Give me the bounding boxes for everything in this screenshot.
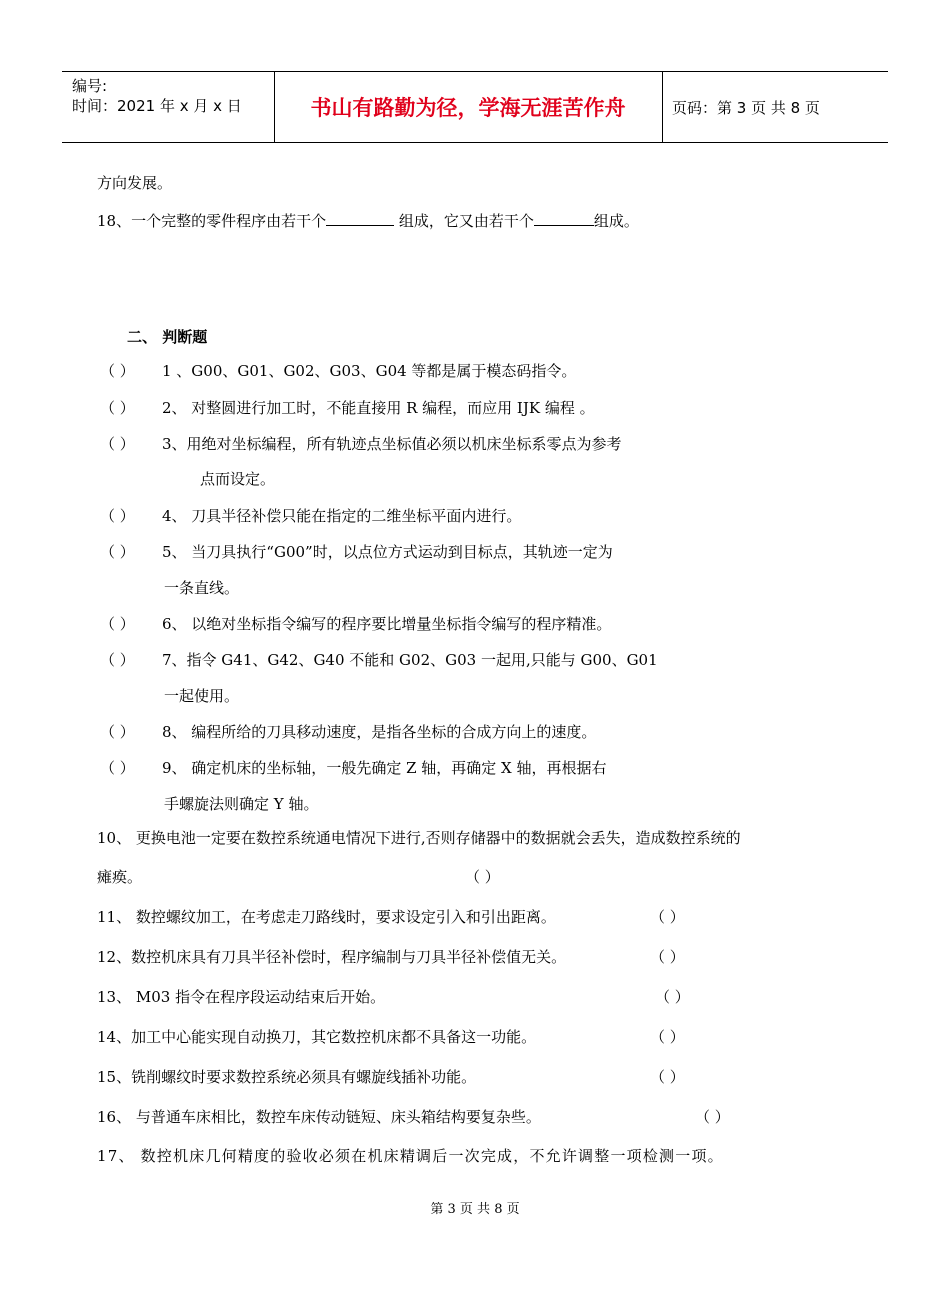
- judge-item: [200, 468, 275, 489]
- header-divider: [662, 72, 663, 142]
- judge-text: 8、 编程所给的刀具移动速度，是指各坐标的合成方向上的速度。: [162, 723, 597, 741]
- page-footer: 第 3 页 共 8 页: [430, 1202, 520, 1217]
- judge-text: 5、 当刀具执行“G00”时，以点位方式运动到目标点，其轨迹一定为: [162, 543, 613, 561]
- q18-part-b: 组成，它又由若干个: [394, 212, 534, 230]
- judge-item: [100, 757, 607, 778]
- number-label: 编号:: [72, 77, 108, 95]
- judge-text: 9、 确定机床的坐标轴，一般先确定 Z 轴，再确定 X 轴，再根据右: [162, 759, 607, 777]
- time-label: 时间：2021 年 x 月 x 日: [72, 97, 242, 115]
- answer-bracket[interactable]: （ ）: [650, 908, 685, 926]
- answer-bracket[interactable]: （ ）: [100, 615, 135, 633]
- judge-item: [97, 1106, 541, 1127]
- judge-text: 4、 刀具半径补偿只能在指定的二维坐标平面内进行。: [162, 507, 522, 525]
- answer-bracket[interactable]: （ ）: [100, 651, 135, 669]
- judge-text: 1 、G00、G01、G02、G03、G04 等都是属于模态码指令。: [162, 362, 577, 380]
- judge-text: 13、 M03 指令在程序段运动结束后开始。: [97, 988, 386, 1006]
- judge-item: [100, 649, 658, 670]
- judge-item: [164, 685, 239, 706]
- judge-item: [100, 397, 595, 418]
- answer-blank: [326, 211, 394, 226]
- answer-bracket[interactable]: （ ）: [100, 723, 135, 741]
- header-page-label: 页码：第 3 页 共 8 页: [672, 98, 820, 117]
- judge-text: 10、 更换电池一定要在数控系统通电情况下进行,否则存储器中的数据就会丢失，造成数控系统的: [97, 829, 741, 847]
- q18-part-a: 18、一个完整的零件程序由若干个: [97, 212, 327, 230]
- judge-text: 手螺旋法则确定 Y 轴。: [164, 795, 319, 813]
- answer-bracket[interactable]: （ ）: [650, 948, 685, 966]
- judge-text: 2、 对整圆进行加工时，不能直接用 R 编程，而应用 IJK 编程 。: [162, 399, 595, 417]
- judge-text: 15、铣削螺纹时要求数控系统必须具有螺旋线插补功能。: [97, 1068, 477, 1086]
- judge-text: 17、 数控机床几何精度的验收必须在机床精调后一次完成，不允许调整一项检测一项。: [97, 1147, 724, 1165]
- judge-text: 11、 数控螺纹加工，在考虑走刀路线时，要求设定引入和引出距离。: [97, 908, 556, 926]
- answer-bracket[interactable]: （ ）: [465, 868, 500, 886]
- judge-item: [164, 577, 239, 598]
- section-title: 二、 判断题: [127, 328, 208, 346]
- judge-item: [100, 721, 596, 742]
- judge-text: 一起使用。: [164, 687, 240, 705]
- judge-item: [97, 986, 385, 1007]
- judge-item: [100, 541, 613, 562]
- answer-bracket[interactable]: （ ）: [100, 362, 135, 380]
- header-meta: [72, 76, 242, 116]
- judge-text: 一条直线。: [164, 579, 240, 597]
- judge-text: 7、指令 G41、G42、G40 不能和 G02、G03 一起用,只能与 G00、G01: [162, 651, 658, 669]
- judge-text: 6、 以绝对坐标指令编写的程序要比增量坐标指令编写的程序精准。: [162, 615, 612, 633]
- judge-text: 16、 与普通车床相比，数控车床传动链短、床头箱结构要复杂些。: [97, 1108, 541, 1126]
- answer-bracket[interactable]: （ ）: [650, 1068, 685, 1086]
- judge-item: [97, 827, 741, 848]
- judge-text: 瘫痪。: [97, 868, 143, 886]
- page-header: [62, 71, 888, 143]
- answer-bracket[interactable]: （ ）: [100, 543, 135, 561]
- answer-bracket[interactable]: （ ）: [650, 1028, 685, 1046]
- judge-item: [97, 1145, 724, 1166]
- judge-item: [97, 1026, 536, 1047]
- judge-text: 3、用绝对坐标编程，所有轨迹点坐标值必须以机床坐标系零点为参考: [162, 435, 622, 453]
- answer-bracket[interactable]: （ ）: [655, 988, 690, 1006]
- judge-item: [100, 505, 521, 526]
- answer-bracket[interactable]: （ ）: [100, 399, 135, 417]
- q18-part-c: 组成。: [593, 212, 639, 230]
- question-18: [97, 210, 639, 231]
- judge-text: 12、数控机床具有刀具半径补偿时，程序编制与刀具半径补偿值无关。: [97, 948, 567, 966]
- header-motto: 书山有路勤为径，学海无涯苦作舟: [310, 96, 626, 120]
- judge-item: [100, 360, 576, 381]
- answer-bracket[interactable]: （ ）: [695, 1108, 730, 1126]
- judge-item: [100, 433, 622, 454]
- judge-text: 14、加工中心能实现自动换刀，其它数控机床都不具备这一功能。: [97, 1028, 537, 1046]
- judge-text: 点而设定。: [200, 470, 276, 488]
- answer-bracket[interactable]: （ ）: [100, 759, 135, 777]
- judge-item: [164, 793, 318, 814]
- answer-bracket[interactable]: （ ）: [100, 435, 135, 453]
- answer-bracket[interactable]: （ ）: [100, 507, 135, 525]
- answer-blank: [534, 211, 594, 226]
- judge-item: [97, 946, 566, 967]
- judge-item: [97, 906, 556, 927]
- judge-item: [100, 613, 611, 634]
- judge-item: [97, 866, 142, 887]
- continuation-text: 方向发展。: [97, 174, 173, 192]
- judge-item: [97, 1066, 476, 1087]
